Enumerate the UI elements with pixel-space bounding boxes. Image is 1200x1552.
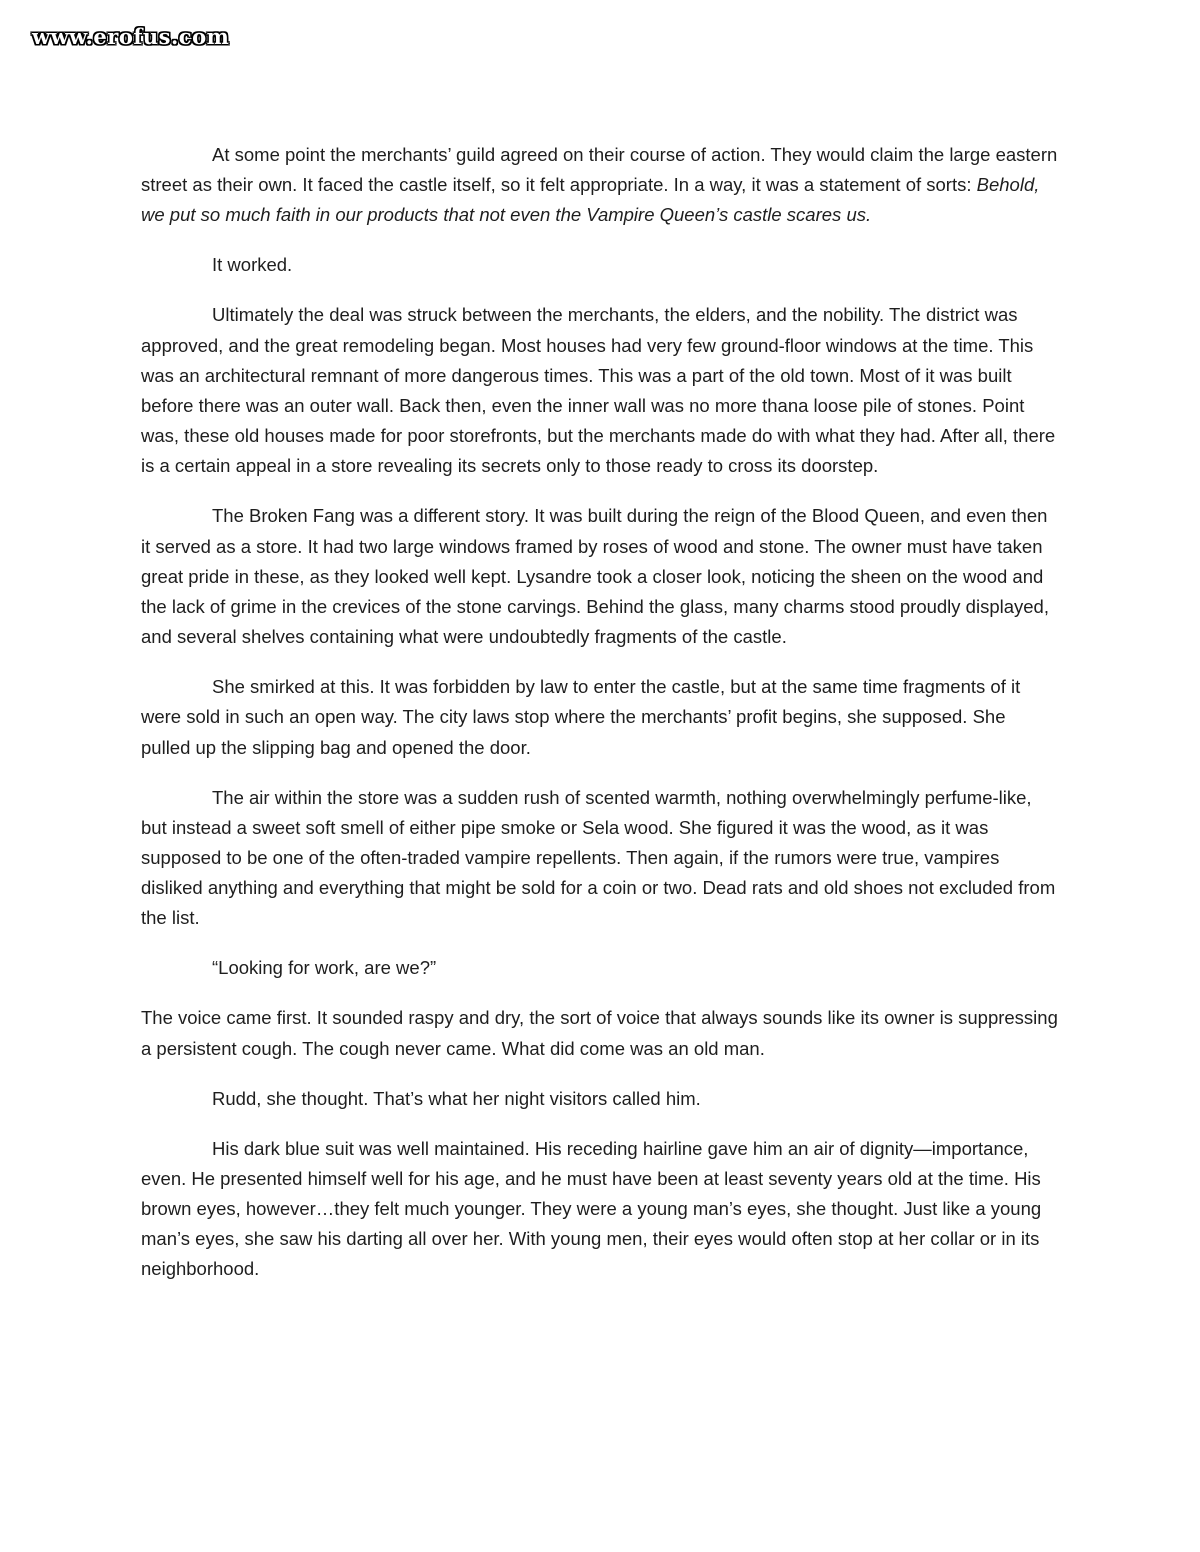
site-watermark: www.erofus.com: [32, 24, 230, 49]
paragraph-voice-came-first: The voice came first. It sounded raspy and dry, the sort of voice that always sounds like its owner is suppressing a persistent cough. The cough never came. What did come was an old man.: [141, 1007, 1058, 1059]
paragraph-rudd: Rudd, she thought. That’s what her night visitors called him.: [212, 1087, 701, 1109]
paragraph-text: At some point the merchants’ guild agreed on their course of action. They would claim the large eastern street as their own. It faced the castle itself, so it felt appropriate. In a way, it was a statement of sorts:: [141, 144, 1058, 196]
paragraph-dark-blue-suit: His dark blue suit was well maintained. His receding hairline gave him an air of dignity—importance, even. He presented himself well for his age, and he must have been at least seventy years old at the time. His brown eyes, however…they felt much younger. They were a young man’s eyes, she thought. Just like a young man’s eyes, she saw his darting all over her. With young men, their eyes would often stop at her collar or in its neighborhood.: [141, 1137, 1042, 1280]
paragraph-broken-fang: The Broken Fang was a different story. It was built during the reign of the Blood Queen, and even then it served as a store. It had two large windows framed by roses of wood and stone. The owner must have taken great pride in these, as they looked well kept. Lysandre took a closer look, noticing the sheen on the wood and the lack of grime in the crevices of the stone carvings. Behind the glass, many charms stood proudly displayed, and several shelves containing what were undoubtedly fragments of the castle.: [141, 505, 1049, 648]
paragraph-it-worked: It worked.: [212, 254, 293, 276]
paragraph-merchants-guild: [141, 140, 1059, 231]
paragraph-italic-statement: Behold, we put so much faith in our products that not even the Vampire Queen’s castle scares us.: [141, 174, 1040, 226]
document-page: [141, 140, 1059, 1304]
paragraph-she-smirked: She smirked at this. It was forbidden by law to enter the castle, but at the same time fragments of it were sold in such an open way. The city laws stop where the merchants’ profit begins, she supposed. She pulled up the slipping bag and opened the door.: [141, 676, 1021, 758]
paragraph-dialogue-looking-for-work: “Looking for work, are we?”: [212, 957, 437, 979]
paragraph-store-air: The air within the store was a sudden rush of scented warmth, nothing overwhelmingly perfume-like, but instead a sweet soft smell of either pipe smoke or Sela wood. She figured it was the wood, as it was supposed to be one of the often-traded vampire repellents. Then again, if the rumors were true, vampires disliked anything and everything that might be sold for a coin or two. Dead rats and old shoes not excluded from the list.: [141, 786, 1056, 929]
paragraph-deal-struck: Ultimately the deal was struck between the merchants, the elders, and the nobility. The district was approved, and the great remodeling began. Most houses had very few ground-floor windows at the time. This was an architectural remnant of more dangerous times. This was a part of the old town. Most of it was built before there was an outer wall. Back then, even the inner wall was no more thana loose pile of stones. Point was, these old houses made for poor storefronts, but the merchants made do with what they had. After all, there is a certain appeal in a store revealing its secrets only to those ready to cross its doorstep.: [141, 304, 1056, 477]
